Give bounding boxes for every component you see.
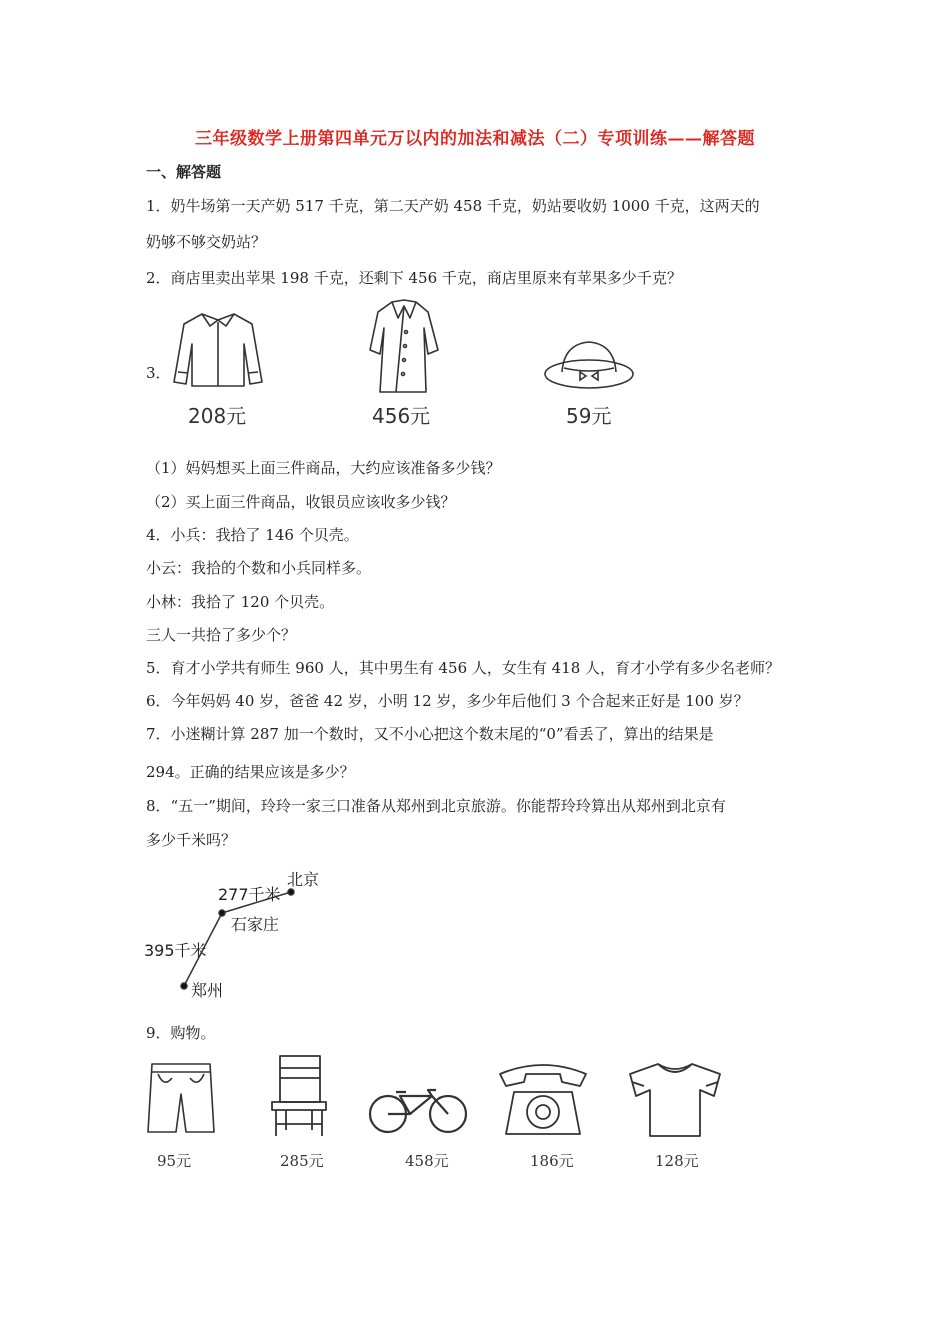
- q8-line1: 8．“五一”期间，玲玲一家三口准备从郑州到北京旅游。你能帮玲玲算出从郑州到北京有: [146, 797, 726, 815]
- coat-price: 456元: [372, 404, 431, 428]
- shorts-price: 95元: [157, 1152, 192, 1170]
- q8-line2: 多少千米吗？: [146, 831, 237, 849]
- bicycle-icon: [366, 1088, 470, 1134]
- shirt-icon: [172, 310, 264, 388]
- q3-number: 3．: [146, 364, 171, 382]
- telephone-price: 186元: [530, 1152, 574, 1170]
- map-label-zhengzhou: 郑州: [191, 981, 224, 1000]
- q9-text: 9．购物。: [146, 1024, 216, 1042]
- q5-text: 5．育才小学共有师生 960 人，其中男生有 456 人，女生有 418 人，育才小学有多少名老师？: [146, 659, 781, 677]
- chair-icon: [266, 1054, 332, 1138]
- q4-line2: 小云：我拾的个数和小兵同样多。: [146, 559, 372, 577]
- telephone-icon: [496, 1060, 590, 1138]
- q7-line2: 294。正确的结果应该是多少？: [146, 763, 355, 781]
- section-heading: 一、解答题: [146, 163, 222, 181]
- tshirt-price: 128元: [655, 1152, 699, 1170]
- q1-line2: 奶够不够交奶站？: [146, 233, 267, 251]
- map-distance-1: 277千米: [218, 885, 281, 904]
- map-label-shijiazhuang: 石家庄: [231, 915, 280, 934]
- q7-line1: 7．小迷糊计算 287 加一个数时，又不小心把这个数末尾的“0”看丢了，算出的结果是: [146, 725, 714, 743]
- chair-price: 285元: [280, 1152, 324, 1170]
- tshirt-icon: [624, 1060, 726, 1140]
- coat-icon: [366, 298, 442, 396]
- bicycle-price: 458元: [405, 1152, 449, 1170]
- map-distance-2: 395千米: [144, 941, 207, 960]
- q2-text: 2．商店里卖出苹果 198 千克，还剩下 456 千克，商店里原来有苹果多少千克？: [146, 269, 682, 287]
- q3-sub2: （2）买上面三件商品，收银员应该收多少钱？: [146, 493, 456, 511]
- shirt-price: 208元: [188, 404, 247, 428]
- page-title: 三年级数学上册第四单元万以内的加法和减法（二）专项训练——解答题: [195, 129, 755, 149]
- q1-line1: 1．奶牛场第一天产奶 517 千克，第二天产奶 458 千克，奶站要收奶 1000 千克，这两天的: [146, 197, 760, 215]
- q4-line4: 三人一共拾了多少个？: [146, 626, 297, 644]
- q4-line1: 4．小兵：我拾了 146 个贝壳。: [146, 526, 359, 544]
- shorts-icon: [144, 1060, 218, 1136]
- q6-text: 6．今年妈妈 40 岁，爸爸 42 岁，小明 12 岁，多少年后他们 3 个合起来正好是 100 岁？: [146, 692, 749, 710]
- hat-price: 59元: [566, 404, 612, 428]
- hat-icon: [542, 338, 636, 392]
- q3-sub1: （1）妈妈想买上面三件商品，大约应该准备多少钱？: [146, 459, 501, 477]
- map-label-beijing: 北京: [287, 870, 320, 889]
- q4-line3: 小林：我拾了 120 个贝壳。: [146, 593, 335, 611]
